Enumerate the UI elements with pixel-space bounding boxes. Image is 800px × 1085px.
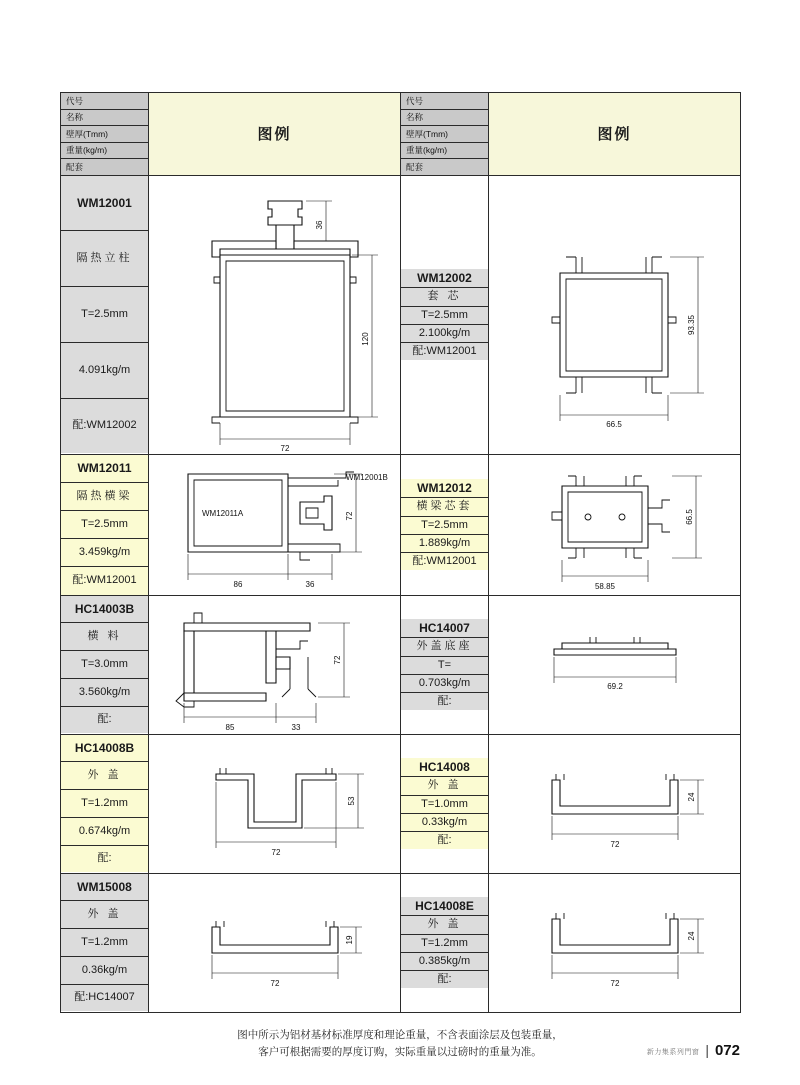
profile-weight: 0.36kg/m <box>61 957 148 985</box>
svg-text:36: 36 <box>305 579 314 589</box>
svg-text:19: 19 <box>344 935 354 944</box>
callout-wm12011a: WM12011A <box>201 508 243 518</box>
profile-label-hc14008 <box>401 734 489 873</box>
profile-weight: 0.33kg/m <box>401 814 488 832</box>
header-row-weight: 重量(kg/m) <box>61 143 148 160</box>
profile-thickness: T=2.5mm <box>401 517 488 535</box>
profile-code: HC14003B <box>61 596 148 624</box>
profile-match: 配: <box>401 832 488 849</box>
profile-code: HC14007 <box>401 619 488 638</box>
svg-text:24: 24 <box>686 931 696 940</box>
profile-code: HC14008 <box>401 758 488 777</box>
header-row-name: 名称 <box>61 110 148 127</box>
profile-name: 横梁芯套 <box>401 498 488 516</box>
profile-match: 配: <box>401 971 488 988</box>
footnote-line-1: 图中所示为铝材基材标准厚度和理论重量，不含表面涂层及包装重量， <box>237 1028 563 1041</box>
callout-wm12001b: WM12001B <box>345 472 388 482</box>
svg-text:86: 86 <box>233 579 242 589</box>
table-row <box>61 873 741 1012</box>
profile-label-hc14007 <box>401 595 489 734</box>
header-row-thickness: 壁厚(Tmm) <box>61 126 148 143</box>
table-row <box>61 454 741 595</box>
header-row-match: 配套 <box>401 159 488 175</box>
profile-match: 配:WM12001 <box>61 567 148 594</box>
profile-match: 配: <box>61 707 148 734</box>
svg-text:33: 33 <box>291 722 300 732</box>
profile-name: 套 芯 <box>401 288 488 306</box>
profile-thickness: T=1.2mm <box>61 790 148 818</box>
profile-name: 隔热横梁 <box>61 483 148 511</box>
page-number: 072 <box>714 1042 740 1059</box>
profile-figure-hc14008e <box>489 873 741 1012</box>
profile-match: 配:HC14007 <box>61 985 148 1012</box>
profile-figure-wm12001 <box>149 175 401 454</box>
page-footer <box>647 1042 740 1059</box>
table-row <box>61 595 741 734</box>
profile-weight: 0.385kg/m <box>401 953 488 971</box>
profile-code: WM12011 <box>61 455 148 483</box>
profile-match: 配:WM12001 <box>401 553 488 570</box>
profile-catalog-table <box>60 92 741 1013</box>
profile-thickness: T=1.2mm <box>61 929 148 957</box>
profile-thickness: T=1.0mm <box>401 796 488 814</box>
svg-text:120: 120 <box>360 331 370 346</box>
profile-thickness: T=2.5mm <box>61 287 148 343</box>
profile-thickness: T=1.2mm <box>401 935 488 953</box>
profile-label-wm12001 <box>61 175 149 454</box>
profile-name: 外 盖 <box>61 901 148 929</box>
profile-figure-wm12012 <box>489 454 741 595</box>
footnote-line-2: 客户可根据需要的厚度订购，实际重量以过磅时的重量为准。 <box>258 1046 542 1059</box>
header-figure-left: 图例 <box>149 93 401 176</box>
profile-code: WM12001 <box>61 176 148 232</box>
profile-figure-hc14008 <box>489 734 741 873</box>
svg-text:72: 72 <box>332 655 342 664</box>
profile-name: 隔热立柱 <box>61 231 148 287</box>
footer-divider: | <box>705 1042 709 1058</box>
profile-code: WM15008 <box>61 874 148 902</box>
profile-figure-hc14007 <box>489 595 741 734</box>
profile-weight: 2.100kg/m <box>401 325 488 343</box>
profile-label-wm12002 <box>401 175 489 454</box>
svg-text:72: 72 <box>610 978 619 988</box>
header-row-match: 配套 <box>61 159 148 175</box>
svg-text:72: 72 <box>271 847 280 857</box>
profile-thickness: T=2.5mm <box>401 307 488 325</box>
profile-figure-wm15008 <box>149 873 401 1012</box>
profile-label-hc14008e <box>401 873 489 1012</box>
profile-label-wm12011 <box>61 454 149 595</box>
svg-text:58.85: 58.85 <box>594 581 615 591</box>
header-row-weight: 重量(kg/m) <box>401 143 488 160</box>
profile-weight: 3.459kg/m <box>61 539 148 567</box>
profile-match: 配:WM12002 <box>61 399 148 454</box>
profile-figure-hc14003b <box>149 595 401 734</box>
header-row-name: 名称 <box>401 110 488 127</box>
profile-code: WM12012 <box>401 479 488 498</box>
svg-text:72: 72 <box>610 839 619 849</box>
profile-weight: 0.674kg/m <box>61 818 148 846</box>
profile-weight: 0.703kg/m <box>401 675 488 693</box>
profile-name: 外盖底座 <box>401 638 488 656</box>
profile-figure-wm12002 <box>489 175 741 454</box>
profile-label-hc14003b <box>61 595 149 734</box>
profile-figure-hc14008b <box>149 734 401 873</box>
profile-label-hc14008b <box>61 734 149 873</box>
profile-match: 配: <box>61 846 148 873</box>
profile-label-wm15008 <box>61 873 149 1012</box>
profile-thickness: T=2.5mm <box>61 511 148 539</box>
profile-code: HC14008E <box>401 897 488 916</box>
profile-weight: 3.560kg/m <box>61 679 148 707</box>
svg-text:93.35: 93.35 <box>686 314 696 335</box>
svg-text:36: 36 <box>314 220 324 229</box>
profile-match: 配:WM12001 <box>401 343 488 360</box>
profile-weight: 1.889kg/m <box>401 535 488 553</box>
profile-weight: 4.091kg/m <box>61 343 148 399</box>
header-row-code: 代号 <box>61 93 148 110</box>
brand-mark: 新力集系列門窗 <box>646 1049 700 1056</box>
profile-name: 外 盖 <box>401 916 488 934</box>
svg-text:53: 53 <box>346 796 356 805</box>
svg-text:72: 72 <box>280 443 289 453</box>
profile-name: 外 盖 <box>61 762 148 790</box>
profile-label-wm12012 <box>401 454 489 595</box>
table-header-row <box>61 93 741 176</box>
profile-name: 横 料 <box>61 623 148 651</box>
header-label-left <box>61 93 149 176</box>
profile-thickness: T= <box>401 657 488 675</box>
profile-match: 配: <box>401 693 488 710</box>
header-row-thickness: 壁厚(Tmm) <box>401 126 488 143</box>
svg-text:66.5: 66.5 <box>605 419 622 429</box>
profile-name: 外 盖 <box>401 777 488 795</box>
svg-text:66.5: 66.5 <box>684 508 694 525</box>
profile-code: WM12002 <box>401 269 488 288</box>
svg-text:69.2: 69.2 <box>606 681 623 691</box>
profile-code: HC14008B <box>61 735 148 763</box>
svg-text:24: 24 <box>686 792 696 801</box>
table-row <box>61 734 741 873</box>
profile-figure-wm12011 <box>149 454 401 595</box>
table-row <box>61 175 741 454</box>
header-figure-right: 图例 <box>489 93 741 176</box>
svg-text:85: 85 <box>225 722 234 732</box>
footnote <box>60 1027 740 1063</box>
header-label-right <box>401 93 489 176</box>
profile-thickness: T=3.0mm <box>61 651 148 679</box>
svg-text:72: 72 <box>270 978 279 988</box>
header-row-code: 代号 <box>401 93 488 110</box>
svg-text:72: 72 <box>344 511 354 520</box>
